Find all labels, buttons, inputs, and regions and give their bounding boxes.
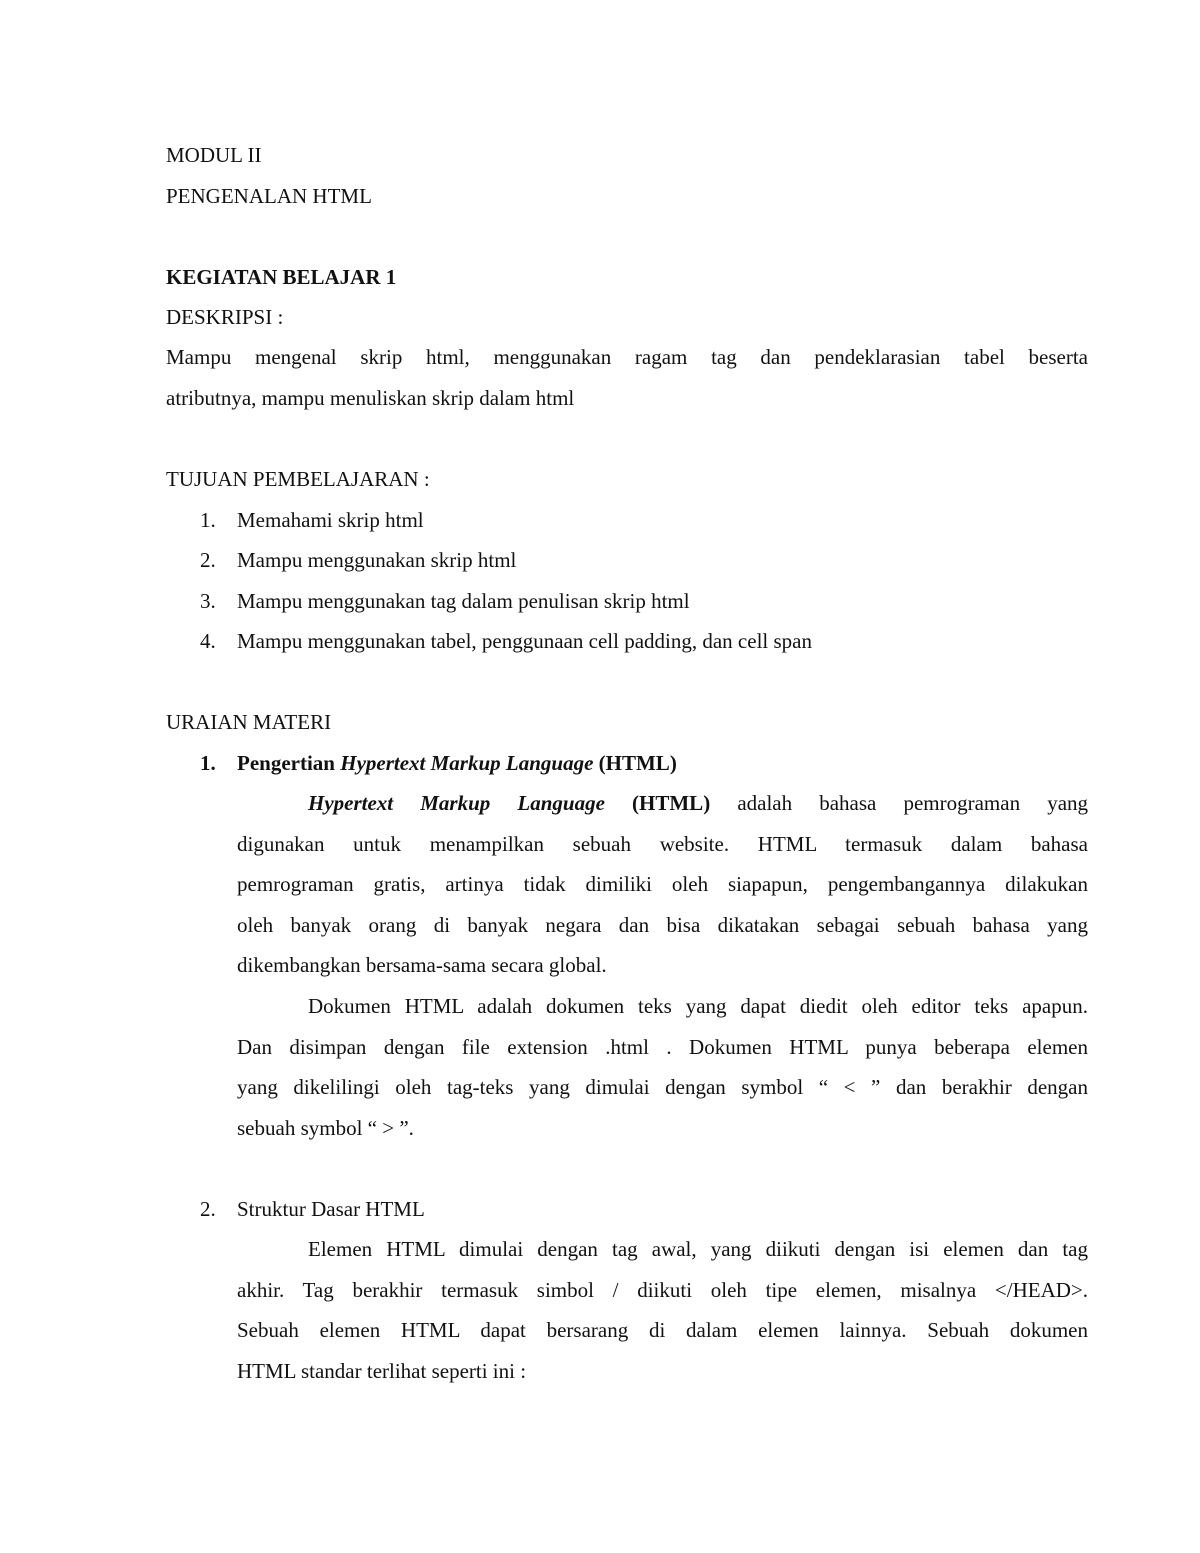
section-1-paragraph-2-line-3: yang dikelilingi oleh tag-teks yang dimulai dengan symbol “ < ” dan berakhir dengan [237,1075,1088,1099]
section-2-paragraph-line-4: HTML standar terlihat seperti ini : [237,1359,527,1383]
objective-text-1: Memahami skrip html [237,508,424,532]
section-1-number: 1. [200,751,216,775]
section-1-paragraph-1-line-5: dikembangkan bersama-sama secara global. [237,953,607,977]
section-1-paragraph-2-line-2: Dan disimpan dengan file extension .html . Dokumen HTML punya beberapa elemen [237,1035,1088,1059]
section-1-paragraph-1-line-1 [308,793,1088,814]
html-term-italic: Hypertext Markup Language [308,791,605,815]
section-1-paragraph-1-line-2: digunakan untuk menampilkan sebuah website. HTML termasuk dalam bahasa [237,832,1088,856]
section-1-paragraph-1-line-3: pemrograman gratis, artinya tidak dimiliki oleh siapapun, pengembangannya dilakukan [237,872,1088,896]
module-title: PENGENALAN HTML [166,184,372,208]
activity-heading: KEGIATAN BELAJAR 1 [166,265,397,289]
section-2-title: Struktur Dasar HTML [237,1197,425,1221]
objective-text-2: Mampu menggunakan skrip html [237,548,517,572]
module-number: MODUL II [166,143,262,167]
description-label: DESKRIPSI : [166,305,284,329]
description-line-1: Mampu mengenal skrip html, menggunakan ragam tag dan pendeklarasian tabel beserta [166,345,1088,369]
objective-number-4: 4. [200,629,216,653]
section-2-paragraph-line-1: Elemen HTML dimulai dengan tag awal, yang diikuti dengan isi elemen dan tag [308,1237,1088,1261]
objective-text-3: Mampu menggunakan tag dalam penulisan skrip html [237,589,690,613]
objectives-heading: TUJUAN PEMBELAJARAN : [166,467,430,491]
section-1-title-italic: Hypertext Markup Language [340,751,594,775]
section-2-paragraph-line-2: akhir. Tag berakhir termasuk simbol / diikuti oleh tipe elemen, misalnya </HEAD>. [237,1278,1088,1302]
objective-number-1: 1. [200,508,216,532]
description-line-2: atributnya, mampu menuliskan skrip dalam html [166,386,575,410]
section-1-paragraph-2-line-4: sebuah symbol “ > ”. [237,1116,414,1140]
material-heading: URAIAN MATERI [166,710,332,734]
section-1-title [237,753,677,774]
section-1-title-suffix: (HTML) [593,751,677,775]
objective-number-3: 3. [200,589,216,613]
objective-text-4: Mampu menggunakan tabel, penggunaan cell padding, dan cell span [237,629,812,653]
section-1-paragraph-2-line-1: Dokumen HTML adalah dokumen teks yang dapat diedit oleh editor teks apapun. [308,994,1088,1018]
html-term-abbrev: (HTML) [632,791,711,815]
html-term-rest: adalah bahasa pemrograman yang [737,791,1089,815]
section-2-paragraph-line-3: Sebuah elemen HTML dapat bersarang di dalam elemen lainnya. Sebuah dokumen [237,1318,1088,1342]
objective-number-2: 2. [200,548,216,572]
section-2-number: 2. [200,1197,216,1221]
section-1-title-prefix: Pengertian [237,751,341,775]
section-1-paragraph-1-line-4: oleh banyak orang di banyak negara dan bisa dikatakan sebagai sebuah bahasa yang [237,913,1088,937]
